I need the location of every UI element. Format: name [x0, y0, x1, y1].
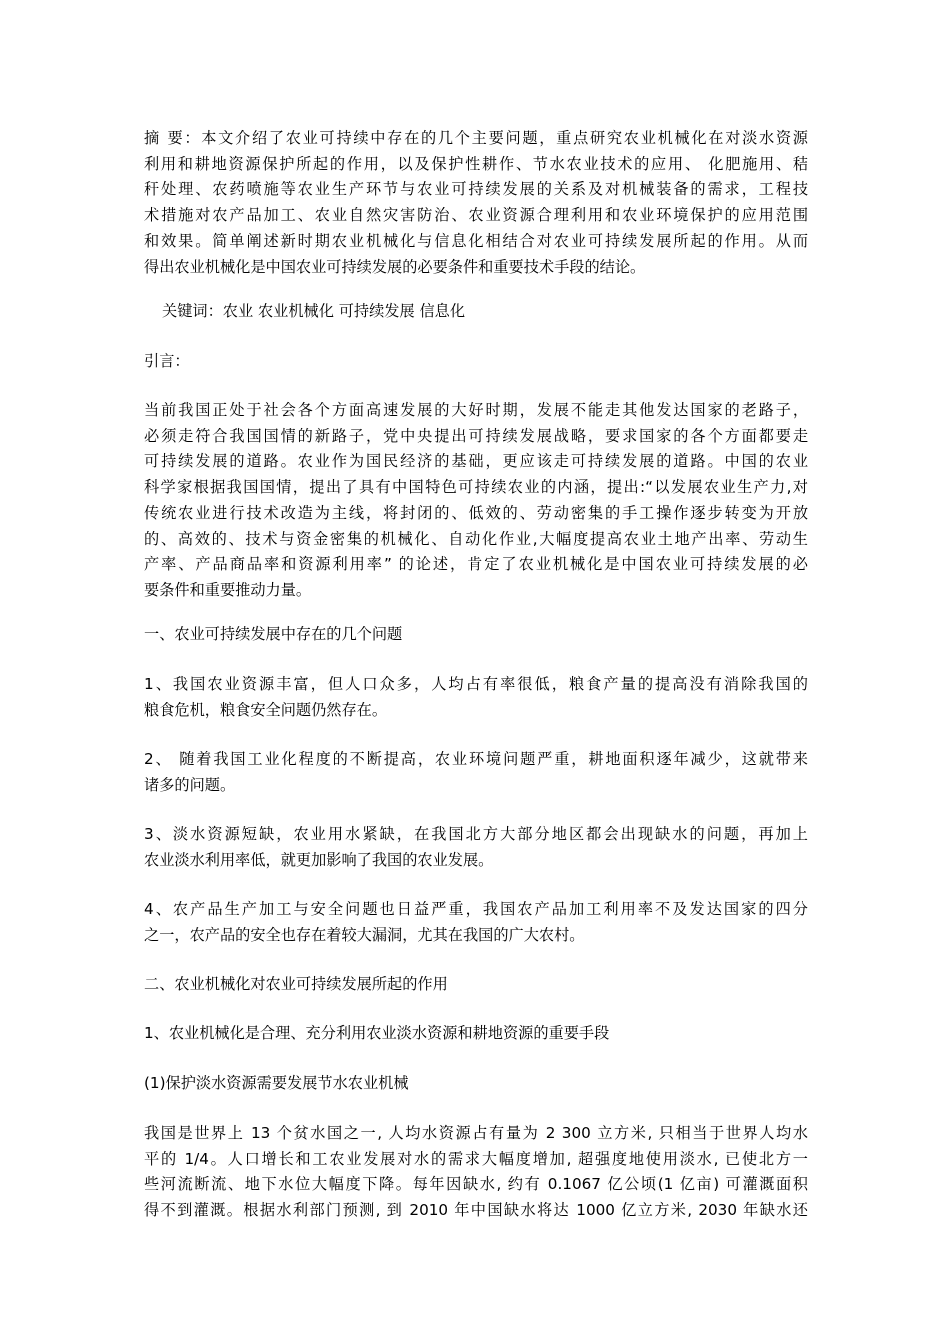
abstract-paragraph — [144, 126, 808, 280]
intro-line: 要条件和重要推动力量。 — [144, 580, 312, 599]
subsection-heading: 1、农业机械化是合理、充分利用农业淡水资源和耕地资源的重要手段 — [144, 1024, 610, 1042]
intro-paragraph — [144, 398, 808, 604]
intro-line: 科学家根据我国国情，提出了具有中国特色可持续农业的内涵，提出:“以发展农业生产力,对 — [144, 478, 808, 497]
intro-line: 必须走符合我国国情的新路子，党中央提出可持续发展战略，要求国家的各个方面都要走 — [144, 426, 808, 445]
water-line: 平的 1/4。人口增长和工农业发展对水的需求大幅度增加, 超强度地使用淡水, 已使北方一 — [144, 1149, 808, 1168]
subsubsection-heading: (1)保护淡水资源需要发展节水农业机械 — [144, 1074, 409, 1092]
intro-line: 产率、产品商品率和资源利用率” 的论述，肯定了农业机械化是中国农业可持续发展的必 — [144, 555, 808, 574]
intro-heading: 引言： — [144, 352, 190, 370]
list-item: 1、我国农业资源丰富，但人口众多，人均占有率很低，粮食产量的提高没有消除我国的 粮食危机，粮食安全问题仍然存在。 — [144, 675, 808, 719]
abstract-line: 利用和耕地资源保护所起的作用，以及保护性耕作、节水农业技术的应用、 化肥施用、秸 — [144, 154, 808, 173]
abstract-line: 术措施对农产品加工、农业自然灾害防治、农业资源合理利用和农业环境保护的应用范围 — [144, 206, 808, 225]
intro-line: 可持续发展的道路。农业作为国民经济的基础，更应该走可持续发展的道路。中国的农业 — [144, 452, 808, 471]
intro-line: 传统农业进行技术改造为主线，将封闭的、低效的、劳动密集的手工操作逐步转变为开放 — [144, 503, 808, 522]
abstract-line: 得出农业机械化是中国农业可持续发展的必要条件和重要技术手段的结论。 — [144, 257, 646, 276]
water-paragraph — [144, 1121, 808, 1224]
list-item: 4、农产品生产加工与安全问题也日益严重，我国农产品加工利用率不及发达国家的四分 之一，农产品的安全也存在着较大漏洞，尤其在我国的广大农村。 — [144, 900, 808, 944]
water-line: 得不到灌溉。根据水利部门预测, 到 2010 年中国缺水将达 1000 亿立方米, 2030 年缺水还 — [144, 1201, 808, 1220]
list-item: 2、 随着我国工业化程度的不断提高，农业环境问题严重，耕地面积逐年减少，这就带来 诸多的问题。 — [144, 750, 808, 794]
intro-line: 的、高效的、技术与资金密集的机械化、自动化作业,大幅度提高农业土地产出率、劳动生 — [144, 529, 808, 548]
abstract-line: 和效果。简单阐述新时期农业机械化与信息化相结合对农业可持续发展所起的作用。从而 — [144, 231, 808, 250]
keywords-line: 关键词：农业 农业机械化 可持续发展 信息化 — [162, 302, 466, 320]
list-item: 3、淡水资源短缺，农业用水紧缺，在我国北方大部分地区都会出现缺水的问题，再加上 农业淡水利用率低，就更加影响了我国的农业发展。 — [144, 825, 808, 869]
water-line: 些河流断流、地下水位大幅度下降。每年因缺水, 约有 0.1067 亿公顷(1 亿亩) 可灌溉面积 — [144, 1175, 808, 1194]
abstract-line: 摘 要：本文介绍了农业可持续中存在的几个主要问题，重点研究农业机械化在对淡水资源 — [144, 129, 808, 147]
section-heading-2: 二、农业机械化对农业可持续发展所起的作用 — [144, 975, 448, 993]
water-line: 我国是世界上 13 个贫水国之一, 人均水资源占有量为 2 300 立方米, 只相当于世界人均水 — [144, 1124, 808, 1142]
intro-line: 当前我国正处于社会各个方面高速发展的大好时期，发展不能走其他发达国家的老路子， — [144, 401, 808, 419]
section-heading-1: 一、农业可持续发展中存在的几个问题 — [144, 625, 403, 643]
abstract-line: 秆处理、农药喷施等农业生产环节与农业可持续发展的关系及对机械装备的需求，工程技 — [144, 180, 808, 199]
